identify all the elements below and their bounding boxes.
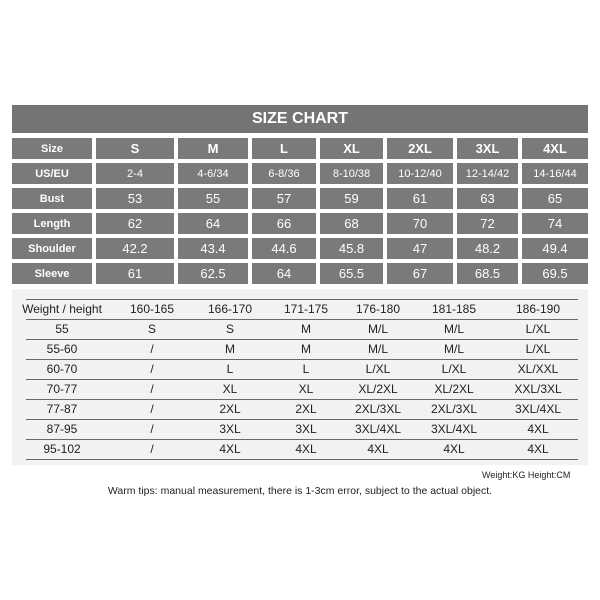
weight-table-cell: XL/2XL — [358, 382, 398, 396]
weight-table-row — [26, 340, 578, 360]
weight-table-cell: XL — [298, 382, 314, 396]
weight-height-table — [22, 299, 578, 460]
size-chart-cell: 63 — [457, 188, 518, 209]
weight-table-cell: 171-175 — [283, 302, 329, 316]
weight-table-cell: S — [225, 322, 234, 336]
size-chart-cell: 61 — [387, 188, 453, 209]
size-chart-cell: 69.5 — [522, 263, 588, 284]
size-chart-row-label: Shoulder — [12, 238, 92, 259]
weight-table-cell: 3XL/4XL — [354, 422, 402, 436]
size-chart-cell: 70 — [387, 213, 453, 234]
weight-table-row — [26, 320, 578, 340]
size-chart-cell: 57 — [252, 188, 316, 209]
weight-table-cell: 3XL/4XL — [514, 402, 562, 416]
size-chart-row — [12, 188, 588, 209]
weight-table-cell: 4XL — [295, 442, 317, 456]
size-chart-title: SIZE CHART — [12, 105, 588, 133]
weight-table-cell: 2XL — [219, 402, 241, 416]
size-chart-cell: 64 — [178, 213, 248, 234]
size-chart-cell: 3XL — [457, 138, 518, 159]
size-chart-cell: 4-6/34 — [178, 163, 248, 184]
weight-table-cell: 2XL — [295, 402, 317, 416]
size-chart-cell: 48.2 — [457, 238, 518, 259]
size-chart-cell: 2XL — [387, 138, 453, 159]
units-note: Weight:KG Height:CM — [482, 470, 571, 480]
size-chart-row-label: Bust — [12, 188, 92, 209]
weight-table-cell: 176-180 — [355, 302, 401, 316]
size-chart-cell: 62 — [96, 213, 174, 234]
weight-table-row-label: 77-87 — [46, 402, 78, 416]
size-chart-cell: 67 — [387, 263, 453, 284]
size-chart-cell: 65 — [522, 188, 588, 209]
weight-table-row — [26, 360, 578, 380]
weight-table-cell: / — [150, 402, 154, 416]
weight-table-cell: 160-165 — [129, 302, 175, 316]
weight-table-row-label: 60-70 — [46, 362, 78, 376]
size-chart-cell: L — [252, 138, 316, 159]
weight-table-cell: 3XL — [219, 422, 241, 436]
size-chart-row-label: Size — [12, 138, 92, 159]
size-chart-cell: 64 — [252, 263, 316, 284]
weight-table-row-label: 87-95 — [46, 422, 78, 436]
weight-table-cell: L/XL — [441, 362, 467, 376]
size-chart-row — [12, 238, 588, 259]
weight-table-cell: XXL/3XL — [514, 382, 562, 396]
size-chart-cell: 53 — [96, 188, 174, 209]
size-chart-row-label: Length — [12, 213, 92, 234]
weight-table-row-label: 95-102 — [43, 442, 81, 456]
weight-table-cell: 2XL/3XL — [354, 402, 402, 416]
weight-table-cell: / — [150, 422, 154, 436]
weight-table-cell: L/XL — [525, 342, 551, 356]
size-chart-cell: 42.2 — [96, 238, 174, 259]
size-chart-row-label: Sleeve — [12, 263, 92, 284]
weight-table-cell: / — [150, 362, 154, 376]
size-chart-cell: 68 — [320, 213, 383, 234]
size-chart-cell: M — [178, 138, 248, 159]
size-chart-row — [12, 213, 588, 234]
weight-table-cell: XL — [222, 382, 238, 396]
weight-table-cell: 4XL — [219, 442, 241, 456]
size-chart-cell: 4XL — [522, 138, 588, 159]
weight-table-row — [26, 400, 578, 420]
size-chart-cell: 2-4 — [96, 163, 174, 184]
weight-table-cell: M — [301, 322, 311, 336]
size-chart-cell: XL — [320, 138, 383, 159]
weight-table-row — [26, 440, 578, 460]
size-chart-cell: 55 — [178, 188, 248, 209]
weight-table-cell: 181-185 — [431, 302, 477, 316]
size-chart-cell: 8-10/38 — [320, 163, 383, 184]
size-chart-row-label: US/EU — [12, 163, 92, 184]
size-chart-cell: 47 — [387, 238, 453, 259]
size-chart-cell: 68.5 — [457, 263, 518, 284]
weight-table-row-label: 55 — [55, 322, 69, 336]
size-chart-table — [12, 105, 588, 280]
weight-table-cell: L/XL — [365, 362, 391, 376]
weight-table-cell: L — [226, 362, 234, 376]
weight-table-cell: 186-190 — [515, 302, 561, 316]
weight-table-cell: L/XL — [525, 322, 551, 336]
size-chart-cell: 61 — [96, 263, 174, 284]
weight-table-cell: L — [302, 362, 310, 376]
weight-table-cell: 166-170 — [207, 302, 253, 316]
weight-table-cell: M — [225, 342, 235, 356]
weight-table-cell: 3XL — [295, 422, 317, 436]
size-chart-cell: 45.8 — [320, 238, 383, 259]
size-chart-cell: 59 — [320, 188, 383, 209]
weight-table-row-label: 55-60 — [46, 342, 78, 356]
weight-table-cell: / — [150, 382, 154, 396]
weight-table-cell: XL/XXL — [517, 362, 559, 376]
size-chart-row — [12, 163, 588, 184]
size-chart-cell: 66 — [252, 213, 316, 234]
size-chart-cell: S — [96, 138, 174, 159]
size-chart-cell: 6-8/36 — [252, 163, 316, 184]
weight-table-cell: / — [150, 342, 154, 356]
weight-table-cell: 4XL — [527, 442, 549, 456]
weight-table-cell: M/L — [443, 342, 464, 356]
weight-table-cell: XL/2XL — [434, 382, 474, 396]
weight-table-cell: M/L — [367, 342, 388, 356]
weight-table-cell: / — [150, 442, 154, 456]
weight-table-cell: 3XL/4XL — [430, 422, 478, 436]
weight-table-row-label: 70-77 — [46, 382, 78, 396]
size-chart-cell: 43.4 — [178, 238, 248, 259]
weight-table-cell: 4XL — [443, 442, 465, 456]
size-chart-cell: 12-14/42 — [457, 163, 518, 184]
weight-table-cell: S — [147, 322, 156, 336]
weight-table-cell: 4XL — [367, 442, 389, 456]
size-chart-cell: 62.5 — [178, 263, 248, 284]
size-chart-cell: 44.6 — [252, 238, 316, 259]
weight-table-cell: M/L — [443, 322, 464, 336]
size-chart-row — [12, 263, 588, 284]
size-chart-cell: 14-16/44 — [522, 163, 588, 184]
size-chart-cell: 72 — [457, 213, 518, 234]
weight-table-cell: M/L — [367, 322, 388, 336]
weight-table-cell: 2XL/3XL — [430, 402, 478, 416]
weight-height-panel — [12, 289, 588, 465]
size-chart-cell: 10-12/40 — [387, 163, 453, 184]
weight-table-cell: 4XL — [527, 422, 549, 436]
weight-table-cell: M — [301, 342, 311, 356]
weight-table-row — [26, 420, 578, 440]
warm-tips: Warm tips: manual measurement, there is 1-3cm error, subject to the actual object. — [107, 485, 493, 497]
size-chart-cell: 49.4 — [522, 238, 588, 259]
size-chart-row — [12, 138, 588, 159]
weight-table-header — [22, 299, 578, 320]
weight-table-row-label: Weight / height — [22, 302, 102, 316]
size-chart-cell: 74 — [522, 213, 588, 234]
weight-table-row — [26, 380, 578, 400]
size-chart-cell: 65.5 — [320, 263, 383, 284]
